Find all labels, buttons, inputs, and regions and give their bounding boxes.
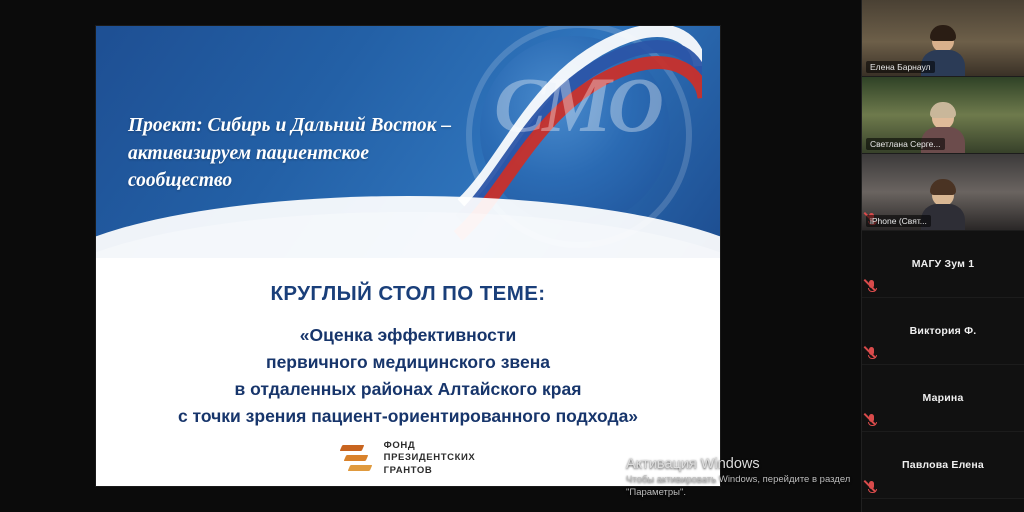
participant-rail[interactable] <box>861 0 1024 512</box>
participant-tile-6[interactable] <box>862 365 1024 432</box>
topic-line-2: первичного медицинского звена <box>266 352 550 373</box>
logo-text: СМО <box>494 61 660 148</box>
participant-name: Павлова Елена <box>902 459 984 471</box>
fund-line-2: ПРЕЗИДЕНТСКИХ <box>383 452 476 464</box>
round-table-header: КРУГЛЫЙ СТОЛ ПО ТЕМЕ: <box>270 282 546 305</box>
fund-line-1: ФОНД <box>383 439 416 451</box>
watermark-line-2: "Параметры". <box>626 487 687 499</box>
fund-mark-icon <box>341 442 375 476</box>
participant-tile-3[interactable] <box>862 154 1024 231</box>
participant-tile-4[interactable] <box>862 231 1024 298</box>
participant-name: Виктория Ф. <box>909 325 977 337</box>
participant-name: Елена Барнаул <box>866 61 935 73</box>
windows-activation-watermark <box>626 456 856 500</box>
topic-line-4: с точки зрения пациент-ориентированного подхода» <box>177 406 639 427</box>
slide-body <box>96 258 720 486</box>
mic-muted-icon <box>866 347 877 360</box>
mic-muted-icon <box>866 414 877 427</box>
participant-tile-5[interactable] <box>862 298 1024 365</box>
watermark-line-1: Чтобы активировать Windows, перейдите в раздел <box>626 474 851 486</box>
fund-text <box>384 440 476 478</box>
participant-tile-1[interactable] <box>862 0 1024 77</box>
participant-name: МАГУ Зум 1 <box>911 258 975 270</box>
presentation-slide <box>96 26 720 486</box>
slide-project-title: Проект: Сибирь и Дальний Восток – активизируем пациентское сообщество <box>128 115 452 192</box>
mic-muted-icon <box>866 481 877 494</box>
participant-name: iPhone (Свят... <box>866 215 931 227</box>
participant-name: Марина <box>922 392 964 404</box>
slide-header-banner <box>96 26 720 258</box>
fund-line-3: ГРАНТОВ <box>383 465 433 477</box>
participant-name: Светлана Серге... <box>866 138 945 150</box>
mic-muted-icon <box>866 280 877 293</box>
topic-line-3: в отдаленных районах Алтайского края <box>234 379 582 400</box>
watermark-title: Активация Windows <box>626 456 760 473</box>
topic-line-1: «Оценка эффективности <box>299 325 517 345</box>
participant-tile-2[interactable] <box>862 77 1024 154</box>
participant-tile-7[interactable] <box>862 432 1024 499</box>
